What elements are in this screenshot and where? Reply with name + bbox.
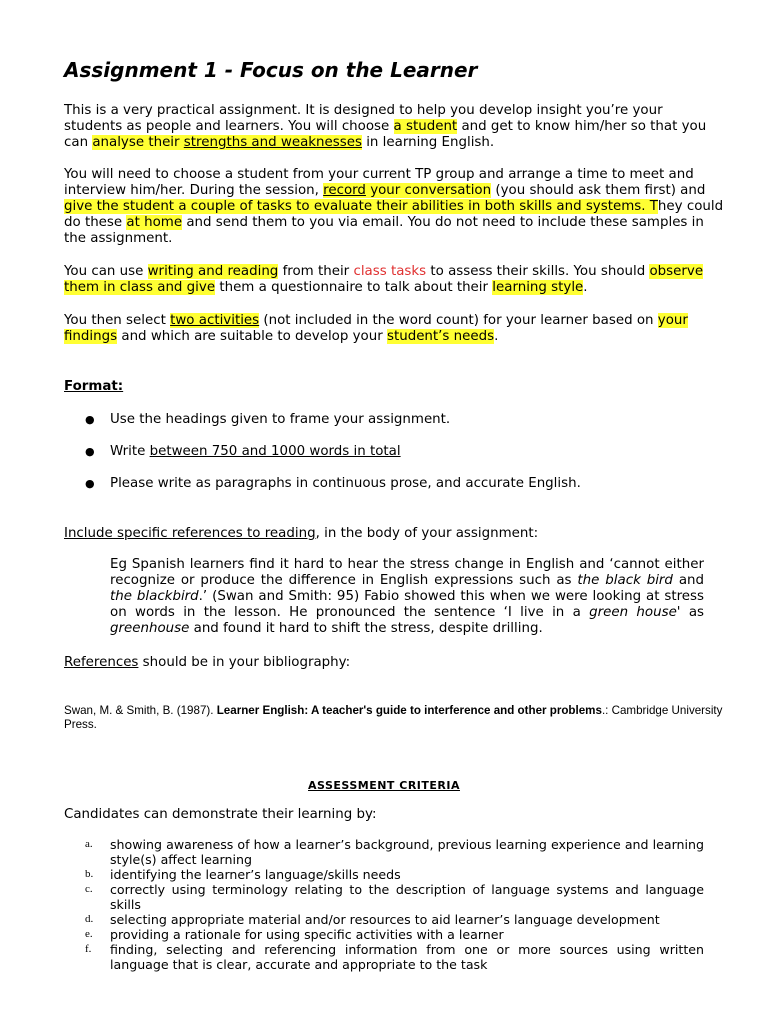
italic-text: green house'	[589, 605, 681, 620]
text-run: from their	[278, 264, 354, 279]
bullet-text	[110, 444, 401, 460]
highlighted-text: observe them in class and give	[64, 264, 704, 295]
highlighted-text: your conversation	[365, 183, 492, 198]
criteria-letter: c.	[85, 883, 93, 895]
bullet-icon: ●	[85, 413, 95, 426]
criteria-letter: f.	[85, 943, 92, 955]
italic-text: the black bird	[577, 573, 673, 588]
criteria-letter: e.	[85, 928, 93, 940]
bibliography-citation	[64, 704, 724, 732]
references-link[interactable]: References	[64, 655, 139, 670]
text-run: and	[672, 573, 705, 588]
text-run: and send them to you via email. You do not need to include these samples in the assignment.	[64, 215, 704, 246]
text-run: .	[583, 280, 588, 295]
references-line	[64, 655, 350, 671]
highlighted-underlined-text: two activities	[170, 313, 260, 328]
highlighted-text: analyse their	[92, 135, 184, 150]
text-run: .	[494, 329, 499, 344]
word-count-link[interactable]: between 750 and 1000 words in total	[149, 444, 401, 459]
text-run: and get to know him/her so that you can	[64, 119, 707, 150]
include-references-line	[64, 526, 724, 542]
bullet-text: Use the headings given to frame your assignment.	[110, 412, 451, 427]
text-run: them a questionnaire to talk about their	[215, 280, 493, 295]
citation-publisher: .: Cambridge University Press.	[64, 704, 723, 731]
highlighted-text: a student	[393, 119, 458, 134]
text-run: You will need to choose a student from your current TP group and arrange a time to meet and interview him/her. During the session,	[64, 167, 694, 198]
text-run: and which are suitable to develop your	[117, 329, 387, 344]
highlighted-text: learning style	[492, 280, 584, 295]
highlighted-underlined-text: record	[323, 183, 366, 198]
text-run: to assess their skills. You should	[426, 264, 650, 279]
assessment-criteria-heading: ASSESSMENT CRITERIA	[308, 779, 460, 792]
text-run: should be in your bibliography:	[138, 655, 351, 670]
criteria-letter: d.	[85, 913, 94, 925]
criteria-intro: Candidates can demonstrate their learning by:	[64, 807, 377, 822]
bullet-text: Please write as paragraphs in continuous prose, and accurate English.	[110, 476, 581, 491]
red-text: class tasks	[353, 264, 427, 279]
page-title: Assignment 1 - Focus on the Learner	[64, 58, 478, 82]
text-run: This is a very practical assignment. It is designed to help you develop insight you’re your students as people and learners. You will choose	[64, 103, 663, 134]
text-run: , in the body of your assignment:	[315, 526, 539, 541]
text-run: as	[680, 605, 704, 620]
text-run: You then select	[64, 313, 171, 328]
criteria-text: identifying the learner’s language/skills needs	[110, 867, 401, 882]
highlighted-text: your findings	[64, 313, 688, 344]
criteria-text: providing a rationale for using specific activities with a learner	[110, 927, 504, 942]
criteria-letter: a.	[85, 838, 93, 850]
highlighted-text: writing and reading	[147, 264, 279, 279]
criteria-text: correctly using terminology relating to the description of language systems and language skills	[110, 882, 704, 912]
highlighted-text: student’s needs	[386, 329, 495, 344]
activities-paragraph	[64, 313, 724, 345]
text-run: (you should ask them first) and	[491, 183, 706, 198]
text-run: in learning English.	[361, 135, 495, 150]
italic-text: the blackbird	[110, 589, 199, 604]
highlighted-text: at home	[126, 215, 183, 230]
text-run: and found it hard to shift the stress, despite drilling.	[189, 621, 543, 636]
criteria-letter: b.	[85, 868, 94, 880]
bullet-icon: ●	[85, 477, 95, 490]
text-run: hey could do these	[64, 199, 724, 230]
reading-link[interactable]: Include specific references to reading	[64, 526, 316, 541]
text-run: Eg Spanish learners find it hard to hear the stress change in English and ‘cannot either recognize or produce the difference in English expressions such as	[110, 557, 704, 588]
example-quote	[110, 557, 704, 637]
bullet-icon: ●	[85, 445, 95, 458]
highlighted-underlined-text: strengths and weaknesses	[183, 135, 362, 150]
citation-authors: Swan, M. & Smith, B. (1987).	[64, 704, 217, 717]
text-run: Write	[110, 444, 150, 459]
citation-title: Learner English: A teacher's guide to interference and other problems	[216, 704, 602, 717]
text-run: You can use	[64, 264, 148, 279]
format-heading: Format:	[64, 379, 124, 394]
text-run: .’ (Swan and Smith: 95) Fabio showed this when we were looking at stress on words in the lesson. He pronounced the sentence ‘I live in a	[110, 589, 704, 620]
assessment-paragraph	[64, 264, 724, 296]
criteria-text: finding, selecting and referencing information from one or more sources using written language that is clear, accurate and appropriate to the task	[110, 942, 704, 972]
criteria-text: selecting appropriate material and/or resources to aid learner’s language development	[110, 912, 660, 927]
highlighted-text: give the student a couple of tasks to evaluate their abilities in both skills and systems. T	[64, 199, 658, 214]
italic-text: greenhouse	[110, 621, 190, 636]
text-run: (not included in the word count) for your learner based on	[259, 313, 658, 328]
criteria-text: showing awareness of how a learner’s background, previous learning experience and learning style(s) affect learning	[110, 837, 704, 867]
intro-paragraph	[64, 103, 724, 151]
interview-paragraph	[64, 167, 724, 247]
